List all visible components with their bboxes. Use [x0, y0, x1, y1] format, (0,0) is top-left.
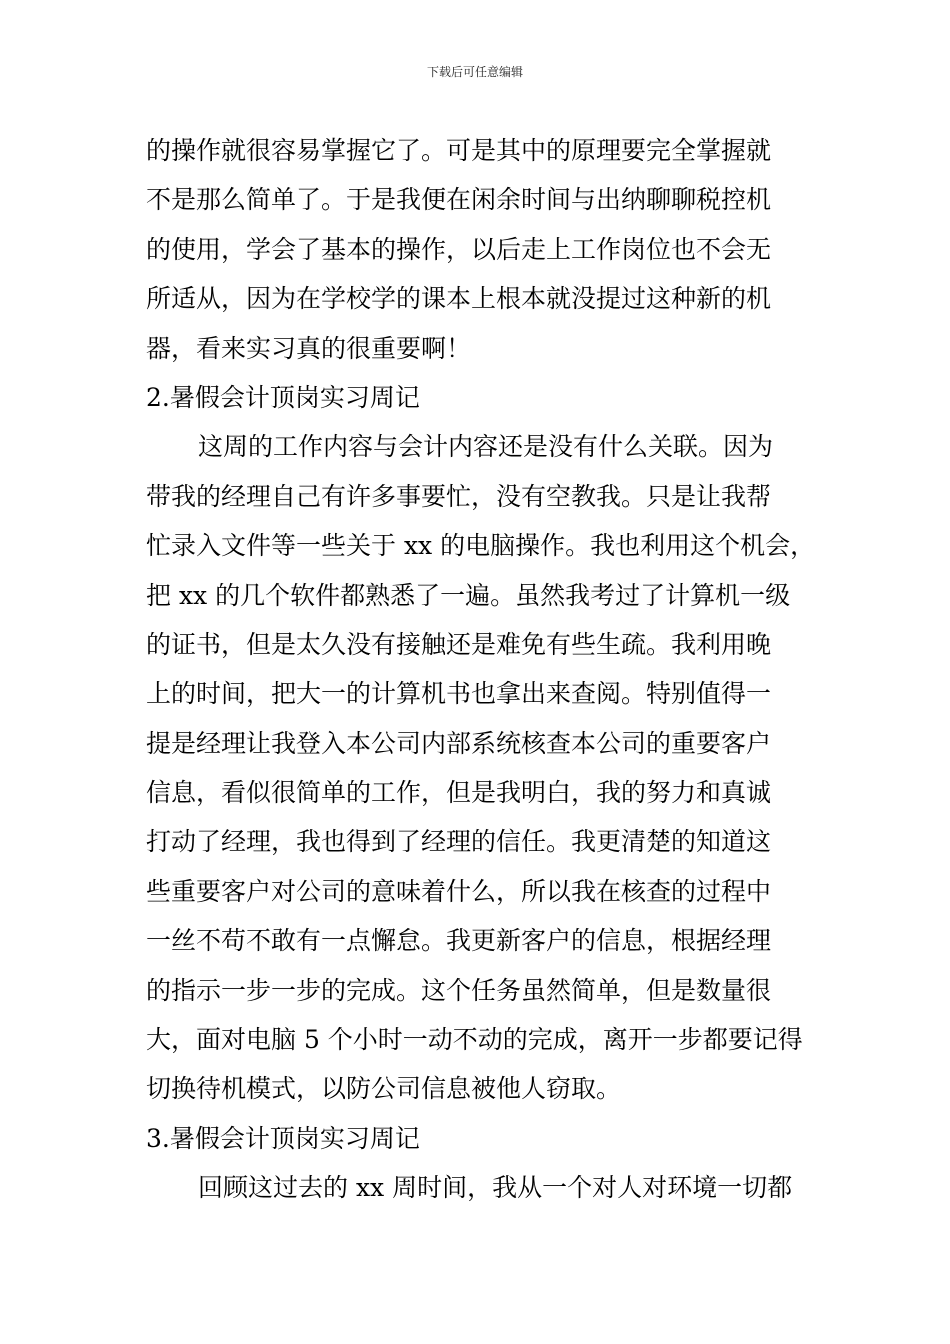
document-body: [146, 126, 816, 1213]
text-line: 些重要客户对公司的意味着什么，所以我在核查的过程中: [146, 876, 772, 906]
text-line: 所适从，因为在学校学的课本上根本就没提过这种新的机: [146, 284, 772, 314]
text-line: 上的时间，把大一的计算机书也拿出来查阅。特别值得一: [146, 679, 772, 709]
text-line: 忙录入文件等一些关于 xx 的电脑操作。我也利用这个机会，: [146, 531, 816, 561]
text-line: 的操作就很容易掌握它了。可是其中的原理要完全掌握就: [146, 136, 772, 165]
text-line: 回顾这过去的 xx 周时间，我从一个对人对环境一切都: [198, 1173, 793, 1203]
text-line: 提是经理让我登入本公司内部系统核查本公司的重要客户: [146, 728, 772, 758]
text-line: 把 xx 的几个软件都熟悉了一遍。虽然我考过了计算机一级: [146, 580, 791, 610]
page-header: 下载后可任意编辑: [426, 65, 523, 79]
text-line: 带我的经理自己有许多事要忙，没有空教我。只是让我帮: [146, 481, 772, 511]
text-line: 器，看来实习真的很重要啊！: [146, 333, 472, 363]
text-line: 不是那么简单了。于是我便在闲余时间与出纳聊聊税控机: [146, 185, 772, 215]
text-line: 的指示一步一步的完成。这个任务虽然简单，但是数量很: [146, 975, 772, 1005]
section-heading: 3.暑假会计顶岗实习周记: [146, 1123, 420, 1153]
text-line: 这周的工作内容与会计内容还是没有什么关联。因为: [198, 432, 774, 462]
text-line: 的证书，但是太久没有接触还是难免有些生疏。我利用晚: [146, 629, 772, 659]
text-line: 的使用，学会了基本的操作，以后走上工作岗位也不会无: [146, 234, 772, 264]
text-line: 切换待机模式，以防公司信息被他人窃取。: [146, 1074, 622, 1104]
text-line: 一丝不苟不敢有一点懈怠。我更新客户的信息，根据经理: [146, 926, 772, 956]
text-line: 信息，看似很简单的工作，但是我明白，我的努力和真诚: [146, 778, 772, 808]
text-line: 大，面对电脑 5 个小时一动不动的完成，离开一步都要记得: [146, 1025, 803, 1055]
text-line: 打动了经理，我也得到了经理的信任。我更清楚的知道这: [146, 827, 772, 857]
section-heading: 2.暑假会计顶岗实习周记: [146, 382, 420, 412]
